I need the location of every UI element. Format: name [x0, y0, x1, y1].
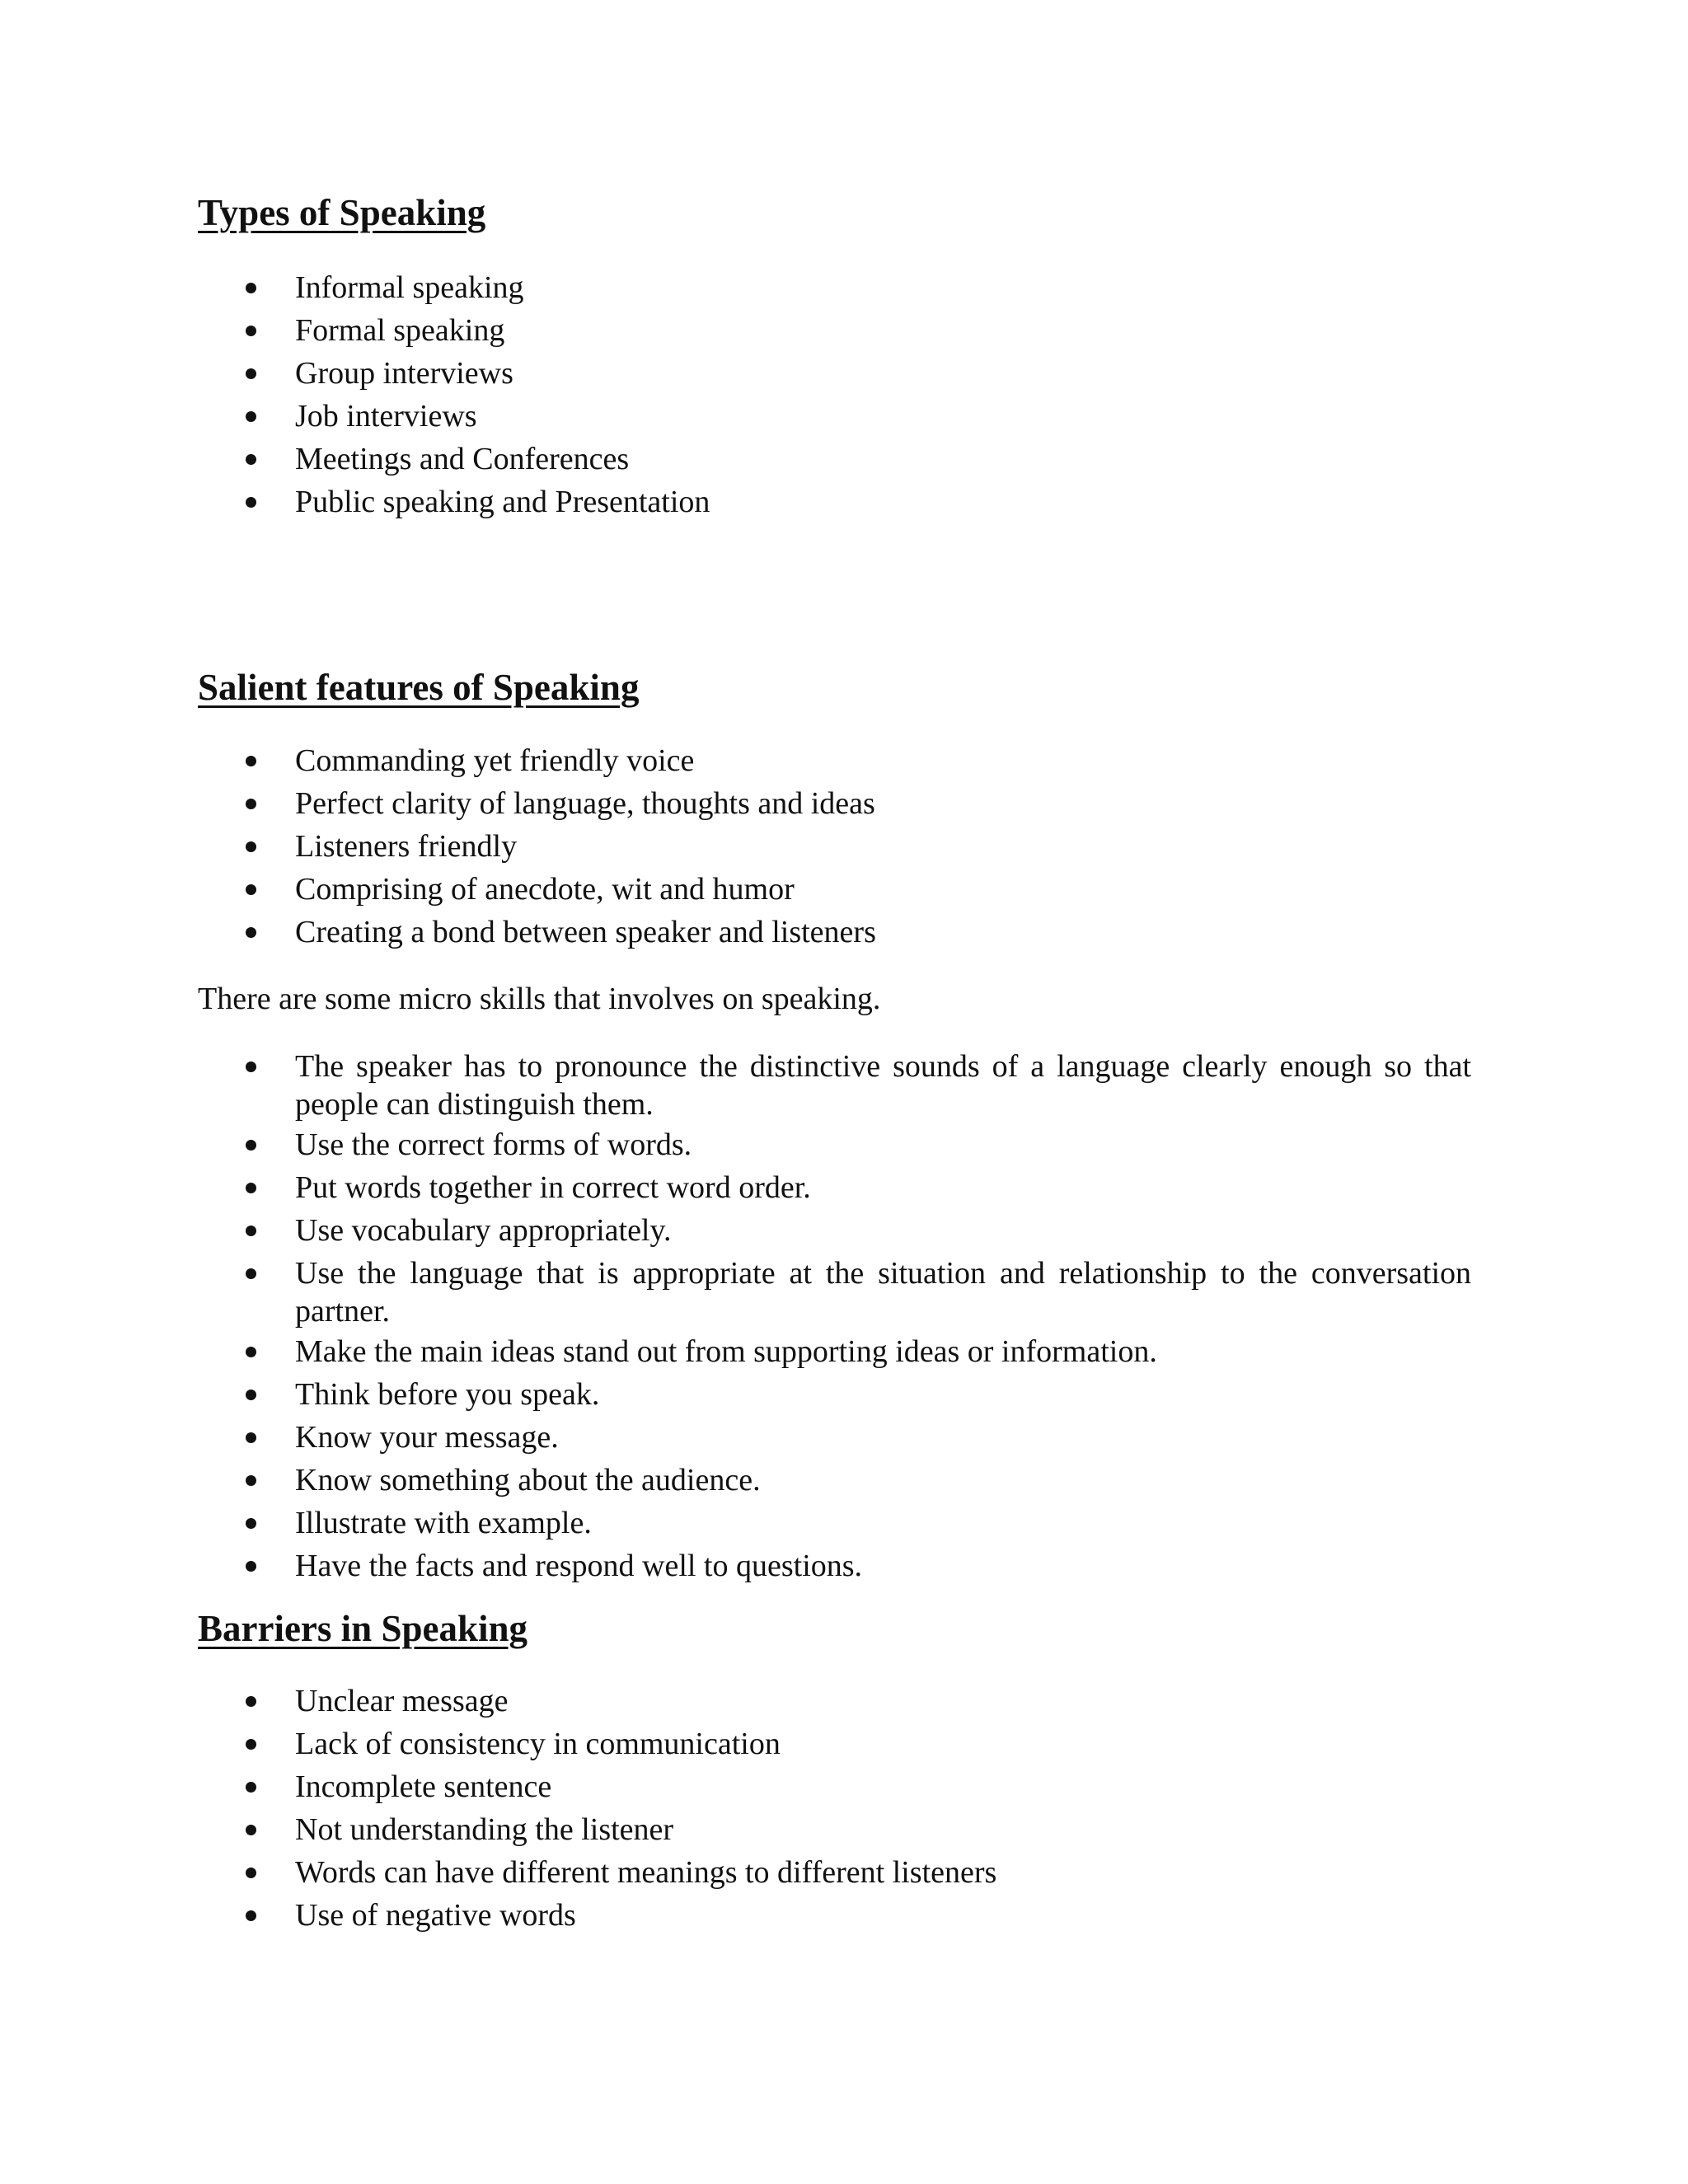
- bullet-icon: [246, 1183, 256, 1193]
- bullet-icon: [246, 1226, 256, 1236]
- bullet-icon: [246, 1390, 256, 1400]
- list-item: Use the correct forms of words.: [0, 1123, 1471, 1166]
- section-heading-barriers: Barriers in Speaking: [198, 1608, 528, 1649]
- micro-skills-intro: There are some micro skills that involves on speaking.: [198, 982, 881, 1016]
- bullet-icon: [246, 1561, 256, 1572]
- list-item: Use the language that is appropriate at the situation and relationship to the conversation partner.: [0, 1252, 1471, 1330]
- list-item: Make the main ideas stand out from supporting ideas or information.: [0, 1330, 1471, 1373]
- bullet-icon: [246, 1432, 256, 1443]
- list-item: Put words together in correct word order.: [0, 1166, 1471, 1209]
- list-item: Have the facts and respond well to questions.: [0, 1544, 1471, 1587]
- list-item: Know your message.: [0, 1416, 1471, 1459]
- list-item: Perfect clarity of language, thoughts and ideas: [0, 782, 1471, 825]
- bullet-icon: [246, 1825, 256, 1835]
- list-item: Comprising of anecdote, wit and humor: [0, 868, 1471, 911]
- bullet-icon: [246, 1739, 256, 1750]
- list-item: Use vocabulary appropriately.: [0, 1209, 1471, 1252]
- bullet-icon: [246, 411, 256, 422]
- section-heading-salient-features: Salient features of Speaking: [198, 667, 640, 708]
- list-item: Not understanding the listener: [0, 1808, 1471, 1851]
- list-item: Group interviews: [0, 352, 1471, 395]
- bullet-icon: [246, 454, 256, 465]
- list-item: The speaker has to pronounce the distinctive sounds of a language clearly enough so that people can distinguish them.: [0, 1045, 1471, 1123]
- bullet-icon: [246, 884, 256, 895]
- micro-skills-list: [0, 1045, 1688, 1587]
- bullet-icon: [246, 1062, 256, 1072]
- list-item: Think before you speak.: [0, 1373, 1471, 1416]
- types-list: [0, 266, 1688, 523]
- bullet-icon: [246, 326, 256, 336]
- list-item: Know something about the audience.: [0, 1459, 1471, 1502]
- list-item: Lack of consistency in communication: [0, 1722, 1471, 1765]
- bullet-icon: [246, 1140, 256, 1151]
- list-item: Commanding yet friendly voice: [0, 739, 1471, 782]
- list-item: Meetings and Conferences: [0, 438, 1471, 480]
- list-item: Use of negative words: [0, 1894, 1471, 1937]
- bullet-icon: [246, 368, 256, 379]
- bullet-icon: [246, 1347, 256, 1357]
- list-item: Listeners friendly: [0, 825, 1471, 868]
- bullet-icon: [246, 756, 256, 766]
- bullet-icon: [246, 1782, 256, 1793]
- bullet-icon: [246, 1475, 256, 1486]
- list-item: Informal speaking: [0, 266, 1471, 309]
- salient-features-list: [0, 739, 1688, 954]
- bullet-icon: [246, 799, 256, 809]
- list-item: Formal speaking: [0, 309, 1471, 352]
- bullet-icon: [246, 497, 256, 508]
- bullet-icon: [246, 1518, 256, 1529]
- list-item: Words can have different meanings to different listeners: [0, 1851, 1471, 1894]
- barriers-list: [0, 1680, 1688, 1937]
- list-item: Incomplete sentence: [0, 1765, 1471, 1808]
- list-item: Creating a bond between speaker and listeners: [0, 911, 1471, 954]
- bullet-icon: [246, 841, 256, 852]
- bullet-icon: [246, 1268, 256, 1279]
- bullet-icon: [246, 927, 256, 938]
- list-item: Unclear message: [0, 1680, 1471, 1722]
- list-item: Illustrate with example.: [0, 1502, 1471, 1544]
- bullet-icon: [246, 1868, 256, 1878]
- bullet-icon: [246, 283, 256, 293]
- section-heading-types: Types of Speaking: [198, 192, 486, 233]
- bullet-icon: [246, 1910, 256, 1921]
- bullet-icon: [246, 1696, 256, 1707]
- list-item: Job interviews: [0, 395, 1471, 438]
- list-item: Public speaking and Presentation: [0, 480, 1471, 523]
